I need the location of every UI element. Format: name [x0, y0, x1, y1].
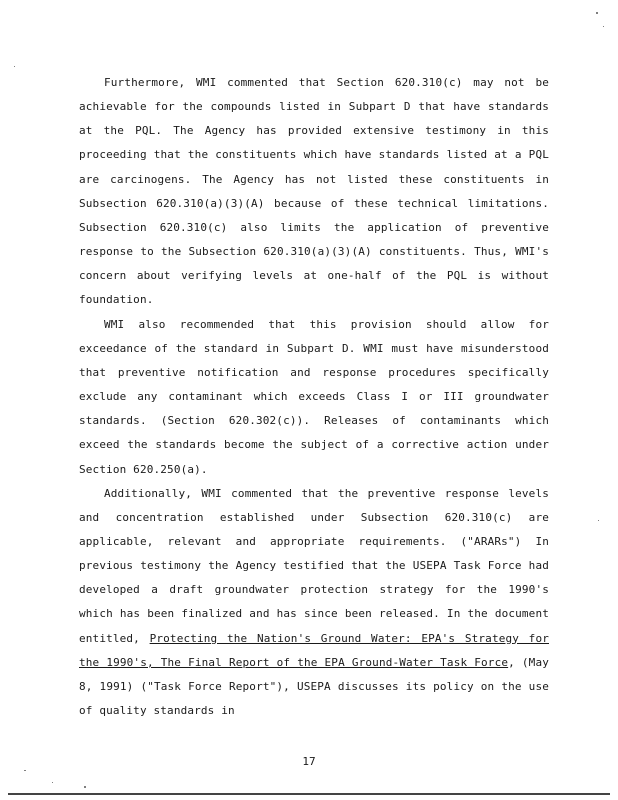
page-number: 17 — [302, 755, 316, 768]
document-title-citation: Protecting the Nation's Ground Water: EPA's Strategy for the 1990's, The Final Report of the EPA Ground-Water Task Force — [79, 631, 549, 669]
scan-speck — [24, 770, 26, 771]
paragraph-subpart-d-exceedance — [79, 313, 549, 482]
scan-speck — [14, 66, 15, 67]
paragraph-text: Additionally, WMI commented that the preventive response levels and concentration established under Subsection 620.310(c) are applicable, relevant and appropriate requirements. ("ARARs") In previous testimony the Agency testified that the USEPA Task Force had developed a draft groundwater protection strategy for the 1990's which has been finalized and has since been released. In the document entitled, — [79, 486, 549, 645]
body-text — [79, 71, 549, 723]
paragraph-text: WMI also recommended that this provision should allow for exceedance of the standard in Subpart D. WMI must have misunderstood that preventive notification and response procedures specifically exclude any contaminant which exceeds Class I or III groundwater standards. (Section 620.302(c)). Releases of contaminants which exceed the standards become the subject of a corrective action under Section 620.250(a). — [79, 317, 549, 476]
bottom-scan-edge-rule — [8, 793, 610, 795]
scan-speck — [598, 520, 599, 521]
paragraph-pql-carcinogens — [79, 71, 549, 313]
scan-speck — [596, 12, 598, 14]
paragraph-arars-task-force — [79, 482, 549, 724]
scan-speck — [52, 782, 53, 783]
paragraph-text: Furthermore, WMI commented that Section 620.310(c) may not be achievable for the compounds listed in Subpart D that have standards at the PQL. The Agency has provided extensive testimony in this proceeding that the constituents which have standards listed at a PQL are carcinogens. The Agency has not listed these constituents in Subsection 620.310(a)(3)(A) because of these technical limitations. Subsection 620.310(c) also limits the application of preventive response to the Subsection 620.310(a)(3)(A) constituents. Thus, WMI's concern about verifying levels at one-half of the PQL is without foundation. — [79, 76, 549, 307]
scan-speck — [84, 786, 86, 788]
paragraph-text: , (May 8, 1991) ("Task Force Report"), USEPA discusses its policy on the use of quality standards in — [79, 655, 550, 718]
scan-speck — [603, 26, 604, 27]
